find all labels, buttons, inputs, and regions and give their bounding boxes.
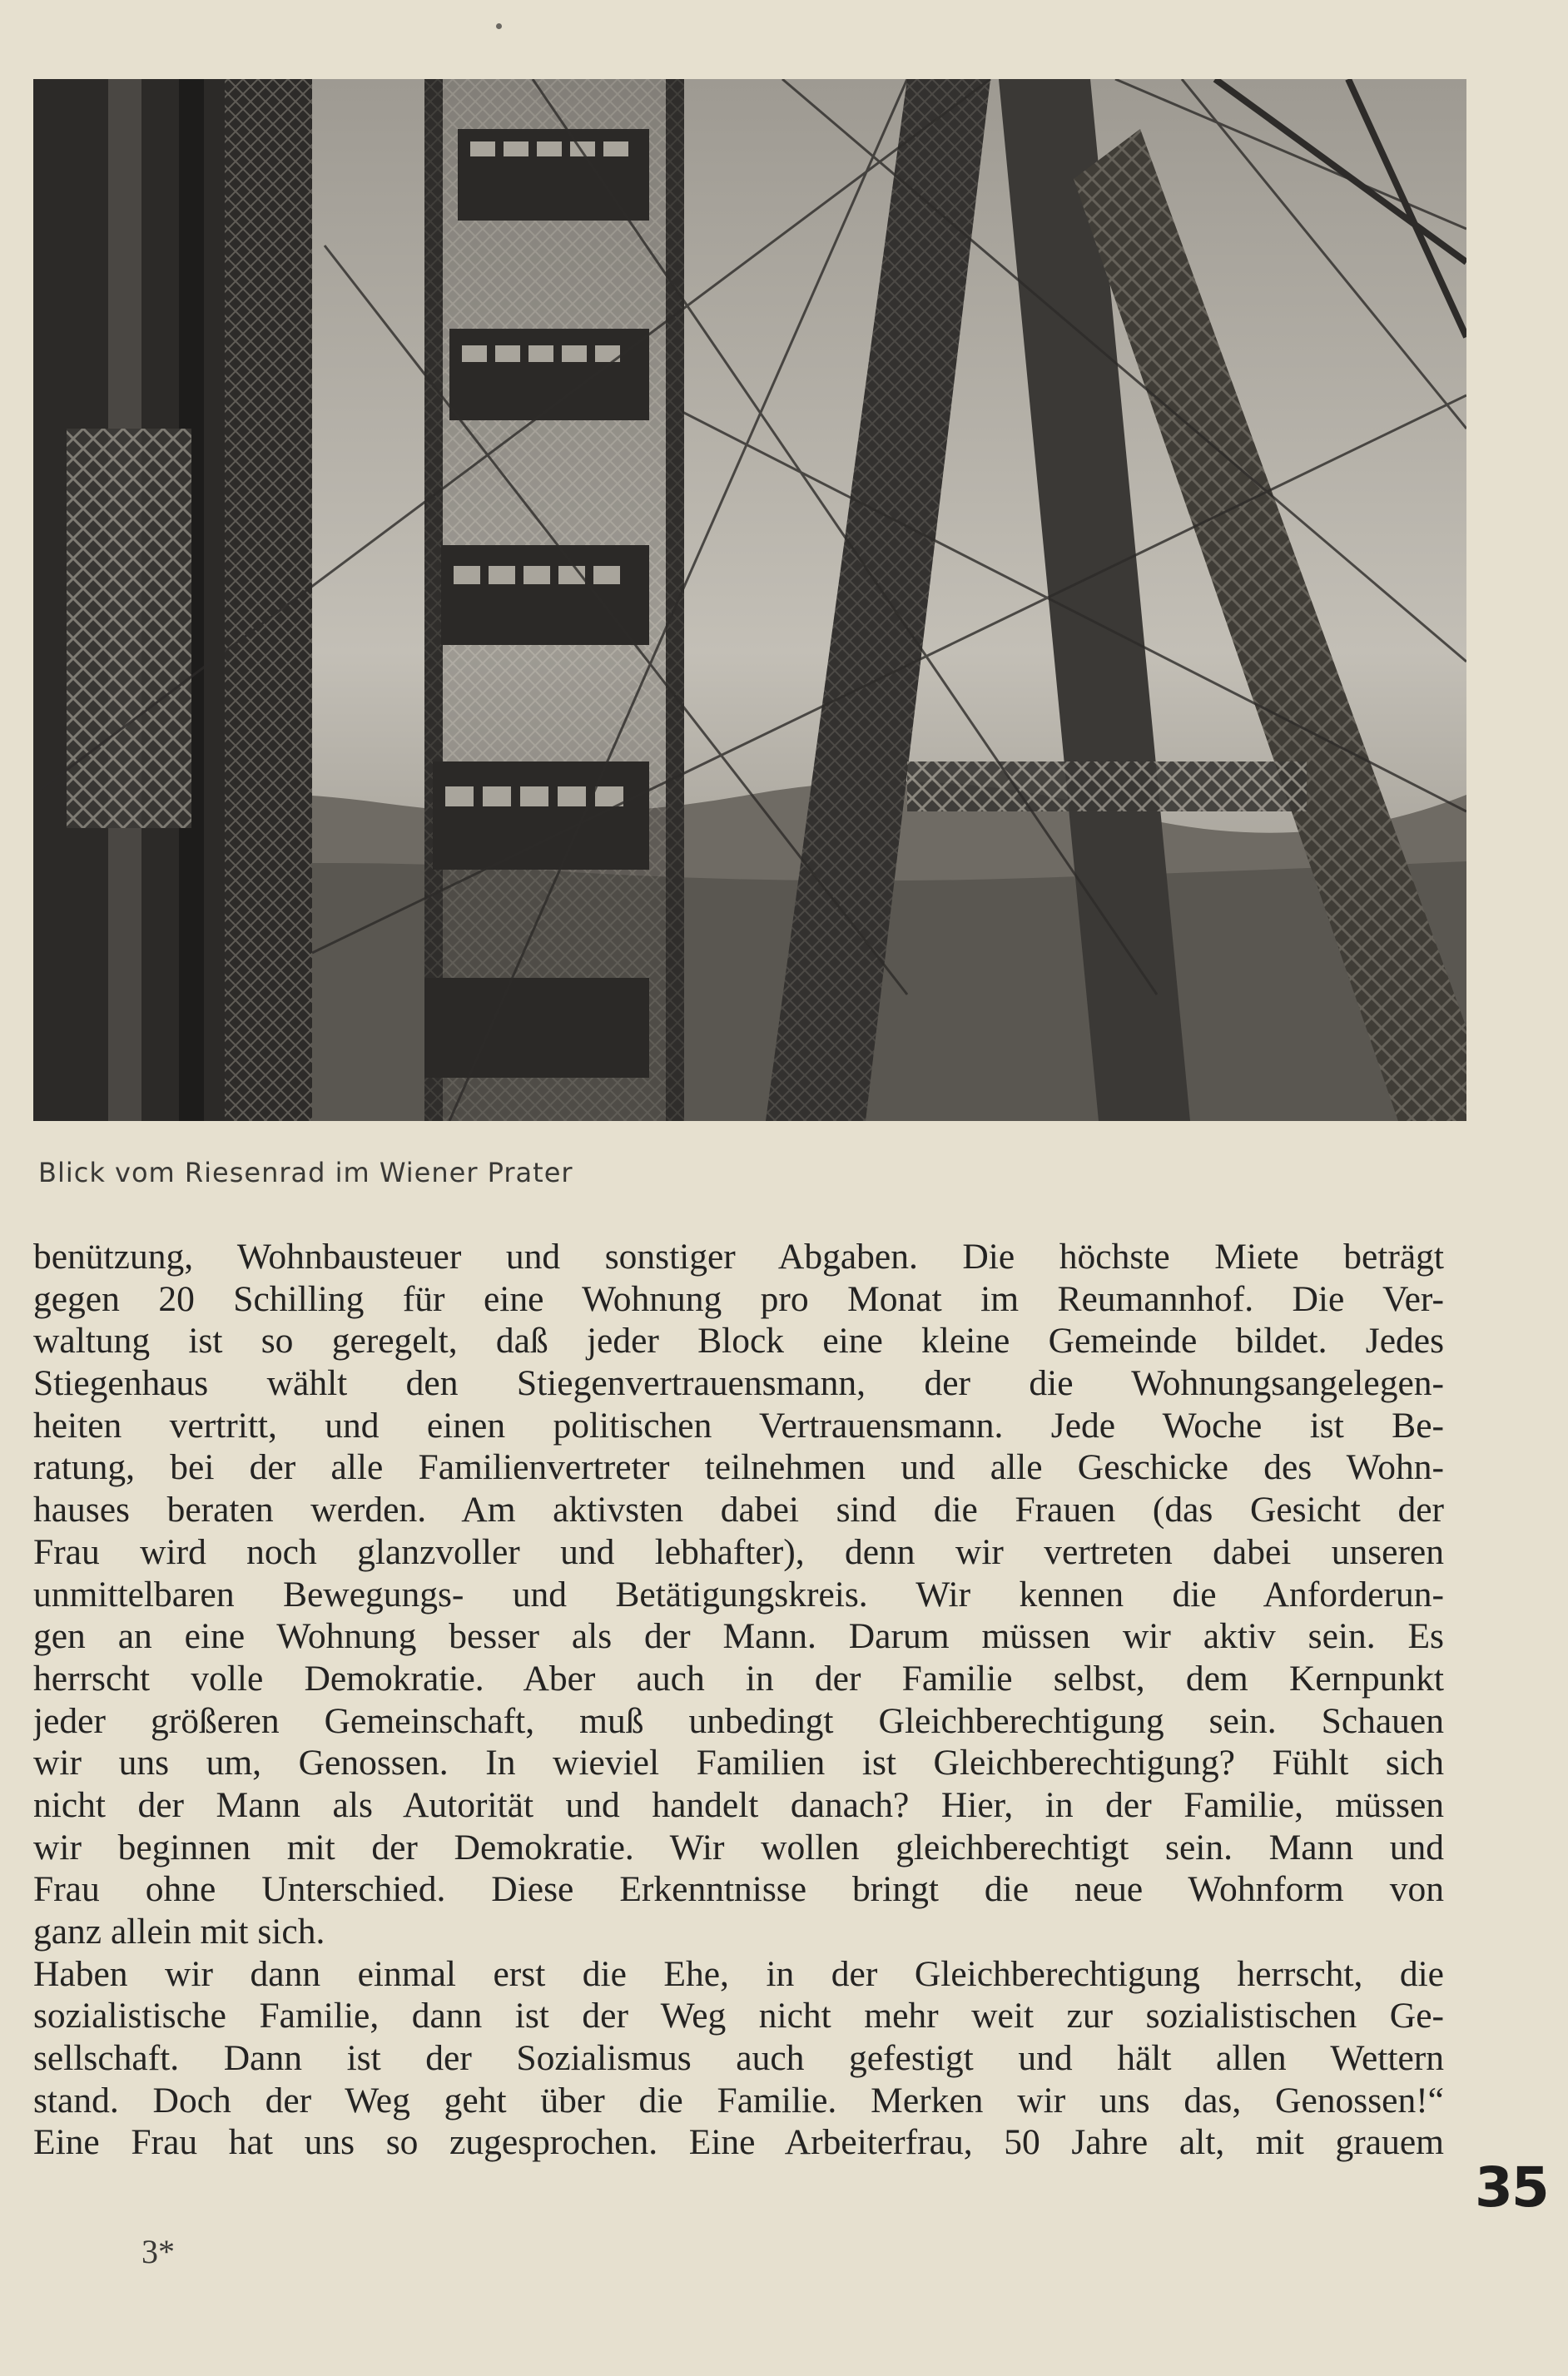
body-line: Eine Frau hat uns so zugesprochen. Eine Arbeiterfrau, 50 Jahre alt, mit grauem — [33, 2122, 1444, 2163]
body-line: nicht der Mann als Autorität und handelt danach? Hier, in der Familie, müssen — [33, 1784, 1444, 1825]
body-line: Frau ohne Unterschied. Diese Erkenntnisse bringt die neue Wohnform von — [33, 1869, 1444, 1910]
body-line: ratung, bei der alle Familienvertreter teilnehmen und alle Geschicke des Wohn- — [33, 1447, 1444, 1488]
body-line: hauses beraten werden. Am aktivsten dabei sind die Frauen (das Gesicht der — [33, 1490, 1444, 1530]
body-line: ganz allein mit sich. — [33, 1912, 325, 1952]
body-line: heiten vertritt, und einen politischen Vertrauensmann. Jede Woche ist Be- — [33, 1405, 1444, 1446]
page-number: 35 — [1475, 2155, 1548, 2220]
body-line: jeder größeren Gemeinschaft, muß unbedingt Gleichberechtigung sein. Schauen — [33, 1700, 1444, 1741]
body-line: Stiegenhaus wählt den Stiegenvertrauensmann, der die Wohnungsangelegen- — [33, 1363, 1444, 1404]
body-line: benützung, Wohnbausteuer und sonstiger Abgaben. Die höchste Miete beträgt — [33, 1237, 1444, 1277]
body-line: gen an eine Wohnung besser als der Mann. Darum müssen wir aktiv sein. Es — [33, 1616, 1444, 1657]
body-line: sellschaft. Dann ist der Sozialismus auch gefestigt und hält allen Wettern — [33, 2038, 1444, 2079]
body-text — [33, 1236, 1444, 2164]
body-line: unmittelbaren Bewegungs- und Betätigungskreis. Wir kennen die Anforderun- — [33, 1574, 1444, 1615]
ferris-wheel-photo — [33, 79, 1466, 1121]
print-speck — [496, 23, 502, 29]
body-line: herrscht volle Demokratie. Aber auch in der Familie selbst, dem Kernpunkt — [33, 1658, 1444, 1699]
body-line: wir uns um, Genossen. In wieviel Familien ist Gleichberechtigung? Fühlt sich — [33, 1743, 1444, 1783]
body-line: sozialistische Familie, dann ist der Weg nicht mehr weit zur sozialistischen Ge- — [33, 1996, 1444, 2036]
ferris-wheel-photo-illustration — [33, 79, 1466, 1121]
body-line: gegen 20 Schilling für eine Wohnung pro Monat im Reumannhof. Die Ver- — [33, 1278, 1444, 1319]
photo-caption: Blick vom Riesenrad im Wiener Prater — [38, 1157, 573, 1188]
signature-mark: 3* — [141, 2233, 175, 2270]
body-line: wir beginnen mit der Demokratie. Wir wollen gleichberechtigt sein. Mann und — [33, 1827, 1444, 1868]
body-line: stand. Doch der Weg geht über die Familie. Merken wir uns das, Genossen!“ — [33, 2080, 1444, 2121]
body-line: Frau wird noch glanzvoller und lebhafter), denn wir vertreten dabei unseren — [33, 1531, 1444, 1572]
body-line: Haben wir dann einmal erst die Ehe, in der Gleichberechtigung herrscht, die — [33, 1953, 1444, 1994]
body-line: waltung ist so geregelt, daß jeder Block eine kleine Gemeinde bildet. Jedes — [33, 1321, 1444, 1362]
